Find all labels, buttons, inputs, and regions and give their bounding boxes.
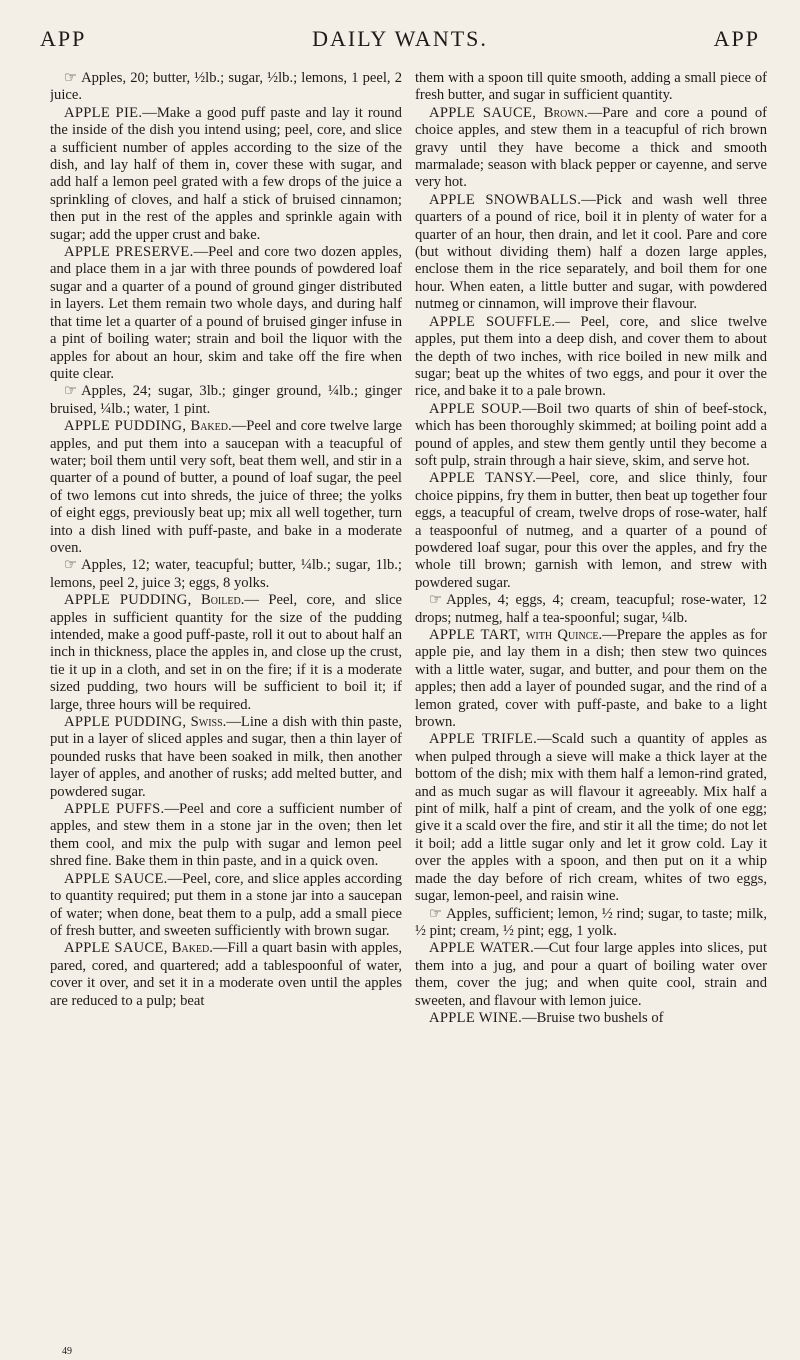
pointing-hand-icon: ☞	[429, 905, 443, 922]
recipe-entry	[50, 940, 402, 1010]
ingredients-text: Apples, 24; sugar, 3lb.; ginger ground, ¼lb.; ginger bruised, ¼lb.; water, 1 pint.	[50, 383, 402, 417]
recipe-text: —Peel and core twelve large apples, and put them into a saucepan with a teacupful of water; boil them until very soft, beat them well, and stir in a quarter of a pound of butter, a pound of loaf sugar, the peel of two lemons cut into shreds, the juice of three; the yolks of eight eggs, previously beat up; mix all well together, turn into a dish lined with puff-paste, and bake in a moderate oven.	[50, 418, 402, 556]
pointing-hand-icon: ☞	[64, 70, 78, 86]
signature-mark: 49	[62, 1346, 72, 1357]
recipe-heading: APPLE PUDDING,	[64, 418, 187, 435]
recipe-heading: APPLE SAUCE.	[64, 870, 168, 887]
recipe-heading: APPLE PIE.	[64, 104, 143, 121]
recipe-text: — Peel, core, and slice apples in sufficient quantity for the size of the pudding intended, make a good puff-paste, roll it out to about half an inch in thickness, place the apples in, and close up the crust, tie it up in a cloth, and set in on the fire; if it is a moderate sized pudding, two hours will be sufficient to boil it; if large, three hours will be required.	[50, 592, 402, 713]
recipe-subheading: Baked.	[171, 940, 213, 957]
recipe-text: —Make a good puff paste and lay it round the inside of the dish you intend using; peel, core, and slice a sufficient number of apples according to the size of the dish, and lay half of them in, cover these with sugar, and add half a lemon peel grated with a few drops of the juice a sprinkling of cloves, and half a stick of bruised cinnamon; then put in the rest of the apples and sprinkle again with sugar; add the upper crust and bake.	[50, 104, 402, 243]
recipe-subheading: Boiled.	[200, 592, 245, 609]
recipe-text: — Peel, core, and slice twelve apples, put them into a deep dish, and cover them to about the depth of two inches, with rice boiled in new milk and sugar; beat up the whites of two eggs, and pour it over the rice, and bake it to a pale brown.	[415, 313, 767, 400]
ingredients-text: Apples, 20; butter, ½lb.; sugar, ½lb.; lemons, 1 peel, 2 juice.	[50, 70, 402, 104]
recipe-heading: APPLE SNOWBALLS.	[429, 191, 582, 208]
pointing-hand-icon: ☞	[64, 557, 78, 574]
ingredients-text: Apples, 12; water, teacupful; butter, ¼lb.; sugar, 1lb.; lemons, peel 2, juice 3; eggs, 8 yolks.	[50, 557, 402, 591]
recipe-heading: APPLE TANSY.	[429, 470, 537, 487]
recipe-heading: APPLE SOUFFLE.	[429, 313, 556, 330]
ingredients-paragraph	[50, 557, 402, 592]
recipe-heading: APPLE PRESERVE.	[64, 244, 194, 261]
recipe-text: —Line a dish with thin paste, put in a layer of sliced apples and sugar, then a thin layer of pounded rusks that have been soaked in milk, then another layer of apples, and another of rusks; add melted butter, and powdered sugar.	[50, 714, 402, 800]
header-right: APP	[713, 26, 760, 51]
recipe-entry	[50, 871, 402, 941]
recipe-heading: APPLE SAUCE,	[429, 104, 537, 121]
recipe-entry	[50, 714, 402, 801]
ingredients-paragraph	[50, 383, 402, 418]
left-column	[50, 70, 402, 1350]
recipe-text: —Prepare the apples as for apple pie, and lay them in a dish; then stew two quinces with a little water, sugar, and butter, and pour them on the apples; then add a layer of pounded sugar, and the rind of a lemon grated, cover with puff-paste, and bake to a light brown.	[415, 627, 767, 731]
recipe-heading: APPLE WATER.	[429, 940, 535, 957]
recipe-entry	[415, 401, 767, 471]
header-title: DAILY WANTS.	[312, 26, 488, 51]
running-header	[40, 26, 760, 60]
recipe-text: —Cut four large apples into slices, put them into a jug, and pour a quart of boiling water over them, cover the jug; and when quite cool, strain and sweeten, and flavour with lemon juice.	[415, 940, 767, 1009]
text-paragraph: them with a spoon till quite smooth, adding a small piece of fresh butter, and sugar in sufficient quantity.	[415, 70, 767, 104]
recipe-entry	[415, 314, 767, 401]
recipe-text: —Boil two quarts of shin of beef-stock, which has been thoroughly skimmed; at boiling point add a pound of apples, and stew them gently until they become a soft pulp, strain through a hair sieve, skim, and serve hot.	[415, 400, 767, 469]
header-left: APP	[40, 26, 87, 51]
recipe-text: —Peel and core two dozen apples, and place them in a jar with three pounds of powdered loaf sugar and a quarter of a pound of ground ginger distributed in layers. Let them remain two whole days, and during half that time let a quarter of a pound of bruised ginger infuse in a pint of boiling water; strain and boil the liquor with the apples for about an hour, skim and take off the fire when quite clear.	[50, 244, 402, 382]
recipe-text: —Bruise two bushels of	[522, 1009, 664, 1026]
recipe-heading: APPLE PUFFS.	[64, 801, 165, 818]
recipe-heading: APPLE TRIFLE.	[429, 731, 538, 748]
recipe-heading: APPLE PUDDING,	[64, 714, 187, 731]
recipe-text: —Pare and core a pound of choice apples, and stew them in a teacupful of rich brown gravy until they have become a thick and smooth marmalade; season with black pepper or cayenne, and serve very hot.	[415, 104, 767, 191]
recipe-text: —Peel, core, and slice thinly, four choice pippins, fry them in butter, then beat up together four eggs, a teacupful of cream, twelve drops of rose-water, half a teaspoonful of nutmeg, and a quarter of a pound of powdered loaf sugar, pour this over the apples, and fry the whole till brown; garnish with lemon, and strew with powdered sugar.	[415, 470, 767, 591]
recipe-entry	[50, 592, 402, 714]
ingredients-paragraph	[50, 70, 402, 105]
recipe-heading: APPLE TART,	[429, 627, 521, 643]
recipe-heading: APPLE SAUCE,	[64, 940, 168, 957]
recipe-subheading: Brown.	[543, 104, 588, 121]
recipe-heading: APPLE PUDDING,	[64, 592, 192, 609]
pointing-hand-icon: ☞	[429, 592, 443, 609]
ingredients-text: Apples, 4; eggs, 4; cream, teacupful; rose-water, 12 drops; nutmeg, half a tea-spoonful; sugar, ¼lb.	[415, 592, 767, 626]
recipe-text: —Peel, core, and slice apples according to quantity required; put them in a stone jar into a saucepan of water; when done, beat them to a pulp, add a small piece of fresh butter, and sweeten sufficiently with brown sugar.	[50, 870, 402, 939]
recipe-subheading: with Quince.	[525, 627, 603, 643]
recipe-subheading: Swiss.	[190, 714, 227, 731]
recipe-heading: APPLE SOUP.	[429, 400, 523, 417]
recipe-entry	[50, 801, 402, 871]
ingredients-text: Apples, sufficient; lemon, ½ rind; sugar, to taste; milk, ½ pint; cream, ½ pint; egg, 1 yolk.	[415, 905, 767, 939]
recipe-text: —Fill a quart basin with apples, pared, cored, and quartered; add a tablespoonful of water, cover it over, and set it in a moderate oven until the apples are reduced to a pulp; beat	[50, 940, 402, 1009]
recipe-entry	[415, 105, 767, 192]
right-column	[415, 70, 767, 1350]
recipe-heading: APPLE WINE.	[429, 1009, 523, 1026]
recipe-entry	[415, 627, 767, 731]
ingredients-paragraph	[415, 906, 767, 941]
recipe-text: —Pick and wash well three quarters of a pound of rice, boil it in plenty of water for a quarter of an hour, then drain, and let it cool. Pare and core (but without dividing them) half a dozen large apples, enclose them in the rice separately, and boil them for one hour. When eaten, a little butter and sugar, with powdered nutmeg or cinnamon, will improve their flavour.	[415, 191, 767, 313]
recipe-entry	[415, 940, 767, 1010]
recipe-entry	[415, 470, 767, 592]
recipe-entry	[415, 192, 767, 314]
pointing-hand-icon: ☞	[64, 383, 78, 400]
recipe-entry	[415, 731, 767, 905]
recipe-text: —Scald such a quantity of apples as when pulped through a sieve will make a thick layer at the bottom of the dish; mix with them half a lemon-rind grated, and as much sugar as will flavour it agreeably. Mix half a pint of milk, half a pint of cream, and the yolk of one egg; give it a scald over the fire, and stir it all the time; do not let it boil; add a little sugar only and let it grow cold. Lay it over the apples with a spoon, and then put on it a whip made the day before of rich cream, whites of two eggs, sugar, lemon-peel, and raisin wine.	[415, 731, 767, 905]
recipe-subheading: Baked.	[190, 418, 232, 435]
recipe-entry	[50, 244, 402, 383]
recipe-entry	[50, 105, 402, 244]
text-columns	[50, 70, 765, 1350]
recipe-text: —Peel and core a sufficient number of apples, and stew them in a stone jar in the oven; then let them cool, and mix the pulp with sugar and lemon peel shred fine. Bake them in thin paste, and in a quick oven.	[50, 801, 402, 870]
recipe-entry	[50, 418, 402, 557]
recipe-entry	[415, 1010, 767, 1027]
ingredients-paragraph	[415, 592, 767, 627]
